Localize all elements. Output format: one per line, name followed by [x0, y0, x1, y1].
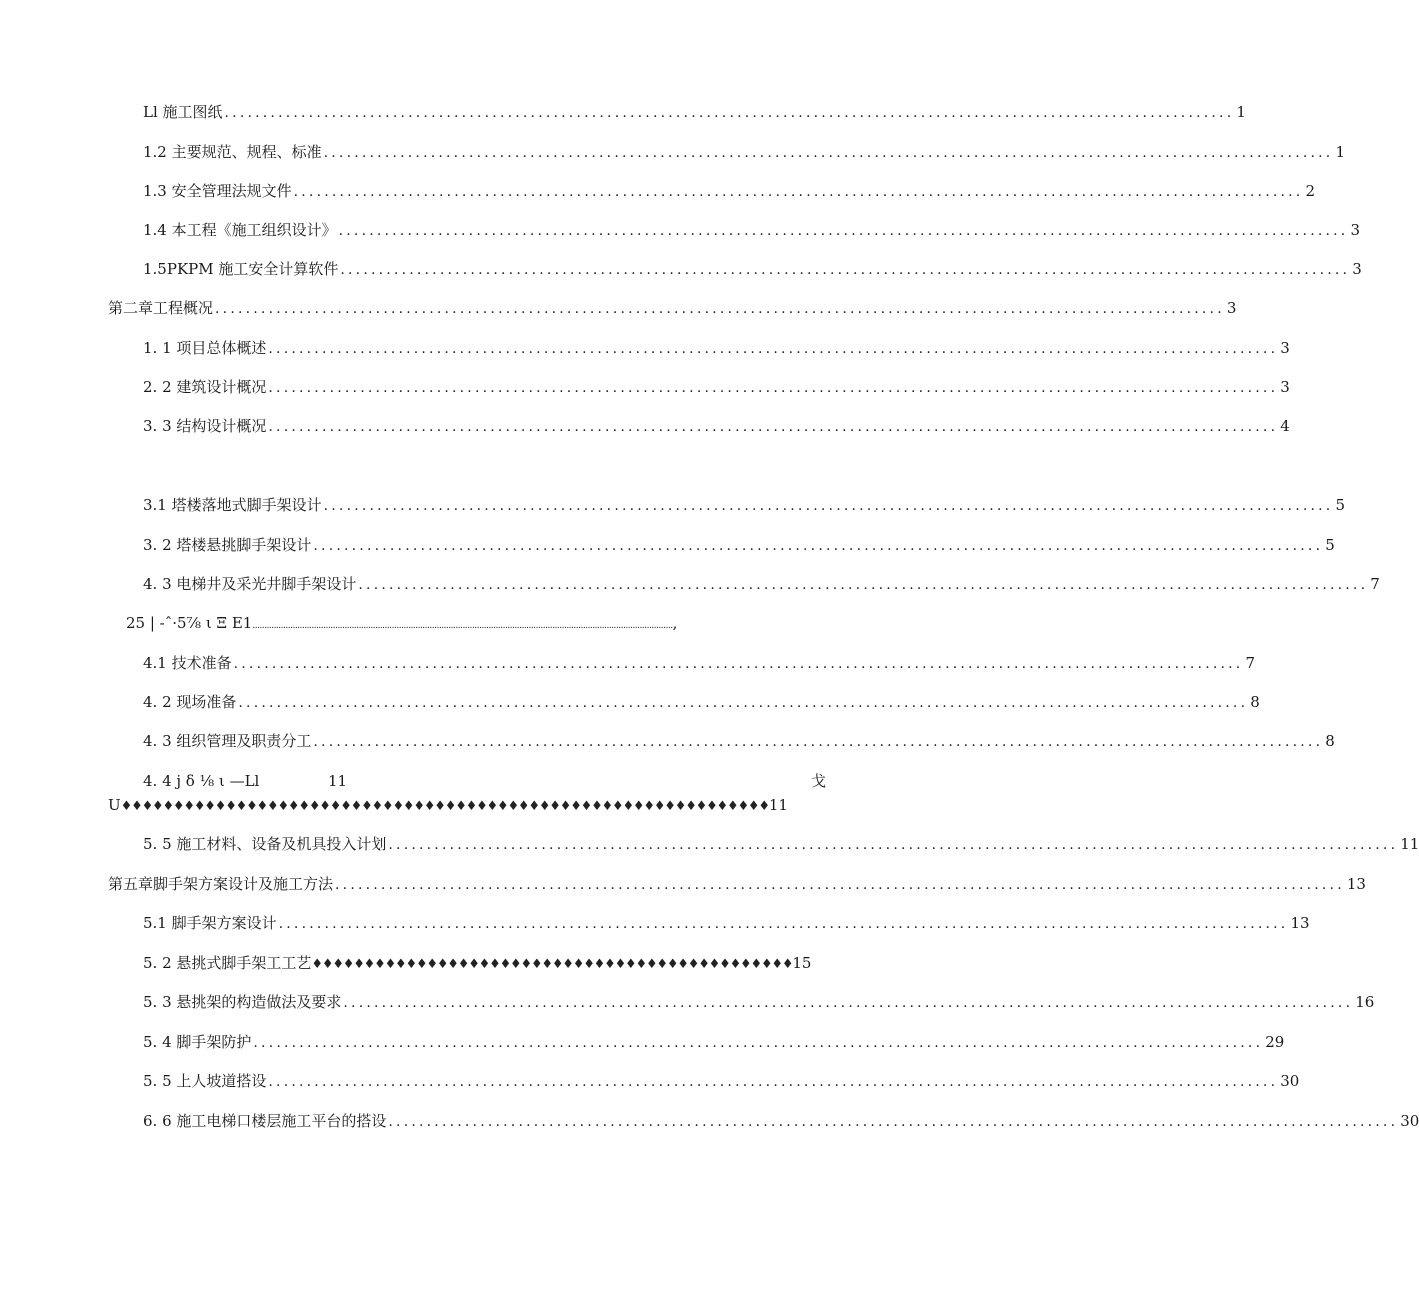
toc-entry-page: 8 [1325, 732, 1335, 750]
toc-entry-label: 1.2 主要规范、规程、标准 [143, 143, 322, 161]
leader-dots: .................................................................................................................................... [233, 656, 1244, 672]
garbled-entry-number: 11 [328, 772, 348, 790]
toc-entry [143, 692, 1260, 713]
toc-entry-page: 7 [1370, 575, 1380, 593]
toc-entry [143, 834, 1419, 855]
toc-entry-label: 5. 5 上人坡道搭设 [143, 1072, 267, 1090]
leader-dots: .................................................................................................................................... [323, 498, 1334, 514]
toc-entry [143, 1111, 1419, 1132]
toc-entry [143, 495, 1345, 516]
toc-entry [143, 992, 1375, 1013]
garbled-line-prefix: U [108, 796, 121, 814]
toc-entry-label: 5. 5 施工材料、设备及机具投入计划 [143, 835, 387, 853]
toc-entry-page: 3 [1226, 299, 1237, 317]
garbled-entry-text: 4. 4 j δ ⅛ ι —Ll [143, 772, 260, 790]
toc-entry-label: 2. 2 建筑设计概况 [143, 378, 267, 396]
leader-dots: .................................................................................................................................... [313, 734, 1324, 750]
toc-entry [143, 181, 1315, 202]
toc-entry [143, 535, 1335, 556]
toc-entry-label: 4. 3 电梯井及采光井脚手架设计 [143, 575, 357, 593]
toc-entry-page: 29 [1265, 1033, 1285, 1051]
toc-entry-label: 4. 2 现场准备 [143, 693, 237, 711]
toc-entry-label: 5. 2 悬挑式脚手架工工艺 [143, 954, 312, 972]
toc-entry [143, 653, 1255, 674]
leader-dots: .................................................................................................................................... [268, 419, 1279, 435]
toc-garbled-entry [126, 613, 678, 636]
toc-entry [143, 220, 1360, 241]
leader-dots: .................................................................................................................................... [323, 145, 1334, 161]
toc-entry-label: 5. 4 脚手架防护 [143, 1033, 252, 1051]
diamond-leader: ♦♦♦♦♦♦♦♦♦♦♦♦♦♦♦♦♦♦♦♦♦♦♦♦♦♦♦♦♦♦♦♦♦♦♦♦♦♦♦♦♦♦♦♦♦♦ [311, 957, 793, 972]
toc-entry [143, 953, 811, 975]
leader-dots: .................................................................................................................................................................................. [252, 621, 673, 631]
toc-entry-label: 3. 2 塔楼悬挑脚手架设计 [143, 536, 312, 554]
toc-entry-page: 11 [1400, 835, 1419, 853]
toc-entry [143, 338, 1290, 359]
toc-entry-page: 3 [1350, 221, 1360, 239]
leader-dots: .................................................................................................................................... [358, 577, 1369, 593]
leader-dots: .................................................................................................................................... [388, 1114, 1399, 1130]
toc-entry-label: 5. 3 悬挑架的构造做法及要求 [143, 993, 342, 1011]
leader-dots: .................................................................................................................................... [268, 1074, 1279, 1090]
toc-entry-label: 1. 1 项目总体概述 [143, 339, 267, 357]
toc-entry-page: 5 [1325, 536, 1335, 554]
leader-dots: .................................................................................................................................... [338, 223, 1349, 239]
toc-chapter [108, 298, 1237, 319]
toc-entry-page: 1 [1335, 143, 1345, 161]
toc-entry-label: 4. 3 组织管理及职责分工 [143, 732, 312, 750]
toc-entry-label: 4.1 技术准备 [143, 654, 232, 672]
toc-entry-page: 5 [1335, 496, 1345, 514]
toc-entry [143, 731, 1335, 752]
toc-entry [143, 102, 1246, 123]
toc-entry-page: 3 [1352, 260, 1362, 278]
toc-entry-label: 第二章工程概况 [108, 299, 214, 317]
toc-entry-page: 16 [1355, 993, 1375, 1011]
toc-entry-page: 30 [1280, 1072, 1300, 1090]
leader-dots: .................................................................................................................................... [343, 995, 1354, 1011]
toc-entry-label: Ll 施工图纸 [143, 103, 223, 121]
leader-dots: .................................................................................................................................... [293, 184, 1304, 200]
toc-entry-label: 3. 3 结构设计概况 [143, 417, 267, 435]
toc-entry [143, 377, 1290, 398]
toc-entry-page: 8 [1250, 693, 1260, 711]
toc-entry-label: 1.5PKPM 施工安全计算软件 [143, 260, 339, 278]
toc-entry-page: 1 [1236, 103, 1246, 121]
toc-entry-label: 1.3 安全管理法规文件 [143, 182, 292, 200]
toc-entry-page: 30 [1400, 1112, 1419, 1130]
toc-entry [143, 259, 1362, 280]
garbled-diamond-line [108, 795, 788, 817]
toc-entry-label: 5.1 脚手架方案设计 [143, 914, 277, 932]
toc-entry-page: 3 [1280, 378, 1290, 396]
toc-entry-label: 3.1 塔楼落地式脚手架设计 [143, 496, 322, 514]
leader-dots: .................................................................................................................................... [388, 837, 1399, 853]
toc-entry-page: 13 [1290, 914, 1310, 932]
leader-dots: .................................................................................................................................... [313, 538, 1324, 554]
toc-entry-page: 13 [1346, 875, 1366, 893]
garbled-entry-char: 戈 [811, 772, 827, 790]
toc-entry-page: 15 [792, 954, 812, 972]
toc-entry [143, 416, 1290, 437]
leader-dots: .................................................................................................................................... [224, 105, 1235, 121]
toc-entry [143, 1032, 1285, 1053]
toc-entry [143, 142, 1345, 163]
toc-entry [143, 913, 1310, 934]
toc-entry-label: 25 | -ˆ·5⅞ ι Ξ E1 [126, 614, 253, 632]
leader-dots: .................................................................................................................................... [253, 1035, 1264, 1051]
toc-entry-page: 4 [1280, 417, 1290, 435]
toc-entry-page: 11 [768, 796, 788, 814]
leader-dots: .................................................................................................................................... [335, 877, 1345, 893]
toc-entry-label: 第五章脚手架方案设计及施工方法 [108, 875, 334, 893]
toc-entry-page: 3 [1280, 339, 1290, 357]
toc-entry [143, 574, 1380, 595]
leader-dots: .................................................................................................................................... [268, 380, 1279, 396]
diamond-leader: ♦♦♦♦♦♦♦♦♦♦♦♦♦♦♦♦♦♦♦♦♦♦♦♦♦♦♦♦♦♦♦♦♦♦♦♦♦♦♦♦♦♦♦♦♦♦♦♦♦♦♦♦♦♦♦♦♦♦♦♦♦♦ [120, 799, 769, 814]
leader-dots: .................................................................................................................................... [268, 341, 1279, 357]
leader-dots: .................................................................................................................................... [215, 301, 1225, 317]
toc-entry-page: 7 [1245, 654, 1255, 672]
toc-entry-page: 2 [1305, 182, 1315, 200]
toc-entry-page: , [672, 614, 678, 632]
toc-entry-label: 6. 6 施工电梯口楼层施工平台的搭设 [143, 1112, 387, 1130]
leader-dots: .................................................................................................................................... [278, 916, 1289, 932]
leader-dots: .................................................................................................................................... [238, 695, 1249, 711]
toc-entry-label: 1.4 本工程《施工组织设计》 [143, 221, 337, 239]
leader-dots: .................................................................................................................................... [340, 262, 1351, 278]
toc-entry [143, 1071, 1300, 1092]
toc-chapter [108, 874, 1366, 895]
